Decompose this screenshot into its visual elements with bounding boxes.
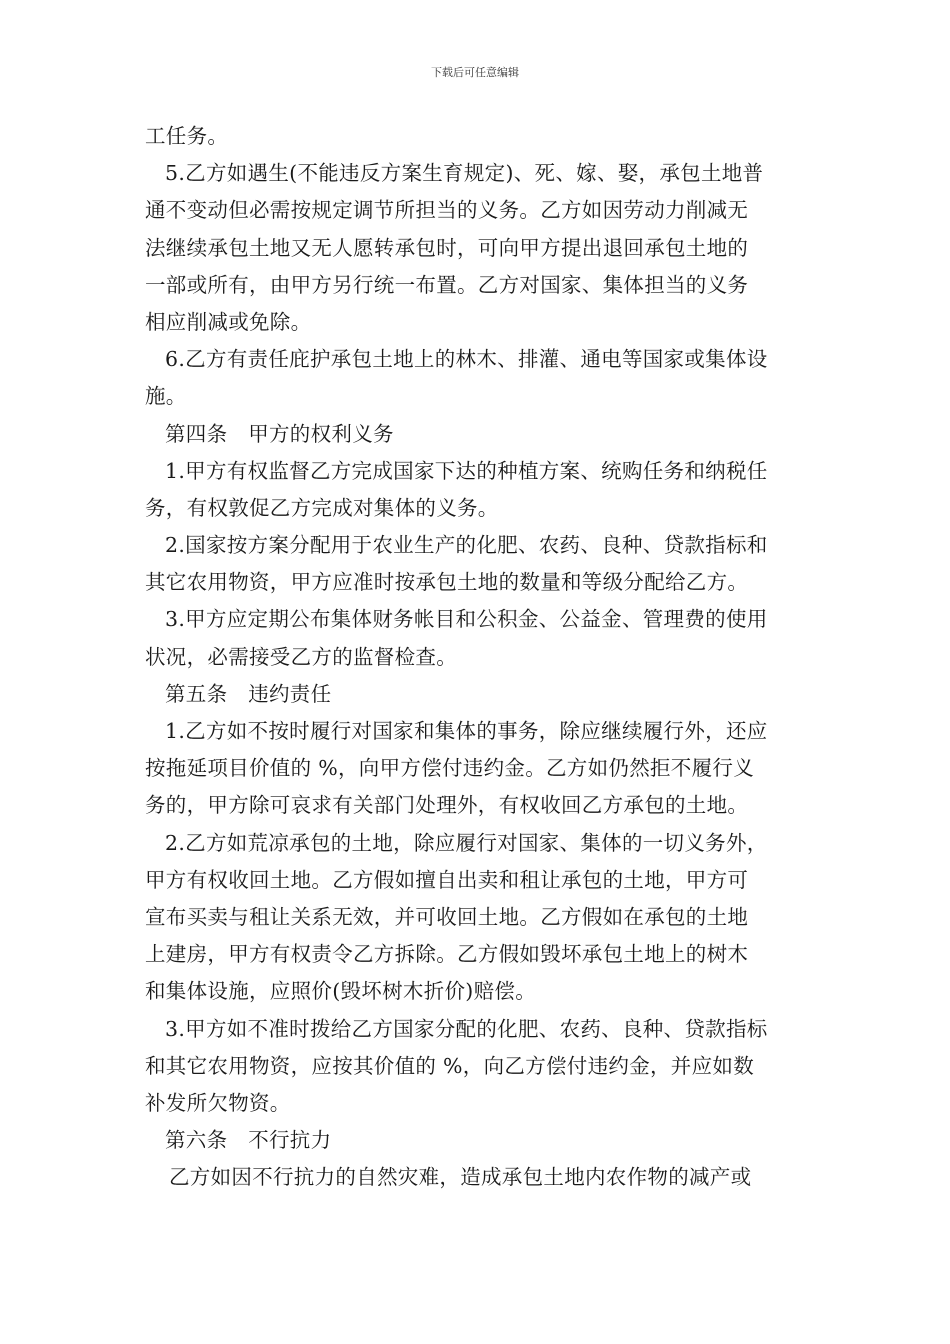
text-line: 上建房，甲方有权责令乙方拆除。乙方假如毁坏承包土地上的树木	[145, 942, 749, 967]
text-line: 务的，甲方除可哀求有关部门处理外，有权收回乙方承包的土地。	[145, 793, 749, 818]
text-line: 第四条 甲方的权利义务	[165, 421, 394, 446]
text-line: 1.甲方有权监督乙方完成国家下达的种植方案、统购任务和纳税任	[165, 458, 768, 483]
text-line: 和集体设施，应照价(毁坏树木折价)赔偿。	[145, 979, 536, 1004]
text-line: 法继续承包土地又无人愿转承包时，可向甲方提出退回承包土地的	[145, 235, 749, 260]
text-line: 按拖延项目价值的 %，向甲方偿付违约金。乙方如仍然拒不履行义	[145, 756, 754, 781]
text-line: 补发所欠物资。	[145, 1090, 291, 1115]
text-line: 工任务。	[145, 124, 229, 148]
text-line: 其它农用物资，甲方应准时按承包土地的数量和等级分配给乙方。	[145, 570, 749, 595]
text-line: 宣布买卖与租让关系无效，并可收回土地。乙方假如在承包的土地	[145, 904, 749, 929]
text-line: 第五条 违约责任	[165, 681, 332, 706]
text-line: 3.甲方应定期公布集体财务帐目和公积金、公益金、管理费的使用	[165, 607, 768, 632]
text-line: 务，有权敦促乙方完成对集体的义务。	[145, 495, 499, 520]
text-line: 甲方有权收回土地。乙方假如擅自出卖和租让承包的土地，甲方可	[145, 867, 749, 892]
page-header: 下载后可任意编辑	[431, 66, 519, 79]
document-body	[145, 118, 810, 1196]
text-line: 相应削减或免除。	[145, 309, 312, 334]
text-line: 2.乙方如荒凉承包的土地，除应履行对国家、集体的一切义务外，	[165, 830, 768, 855]
text-line: 施。	[145, 384, 187, 409]
text-line: 5.乙方如遇生(不能违反方案生育规定)、死、嫁、娶，承包土地普	[165, 161, 764, 186]
text-line: 乙方如因不行抗力的自然灾难，造成承包土地内农作物的减产或	[169, 1165, 752, 1190]
text-line: 1.乙方如不按时履行对国家和集体的事务，除应继续履行外，还应	[165, 719, 768, 743]
text-line: 第六条 不行抗力	[165, 1128, 332, 1153]
text-line: 状况，必需接受乙方的监督检查。	[145, 644, 457, 669]
text-line: 一部或所有，由甲方另行统一布置。乙方对国家、集体担当的义务	[145, 272, 749, 297]
text-line: 和其它农用物资，应按其价值的 %，向乙方偿付违约金，并应如数	[145, 1053, 754, 1078]
text-line: 2.国家按方案分配用于农业生产的化肥、农药、良种、贷款指标和	[165, 533, 768, 558]
text-line: 6.乙方有责任庇护承包土地上的林木、排灌、通电等国家或集体设	[165, 347, 768, 372]
text-line: 3.甲方如不准时拨给乙方国家分配的化肥、农药、良种、贷款指标	[165, 1016, 768, 1041]
text-line: 通不变动但必需按规定调节所担当的义务。乙方如因劳动力削减无	[145, 198, 749, 223]
